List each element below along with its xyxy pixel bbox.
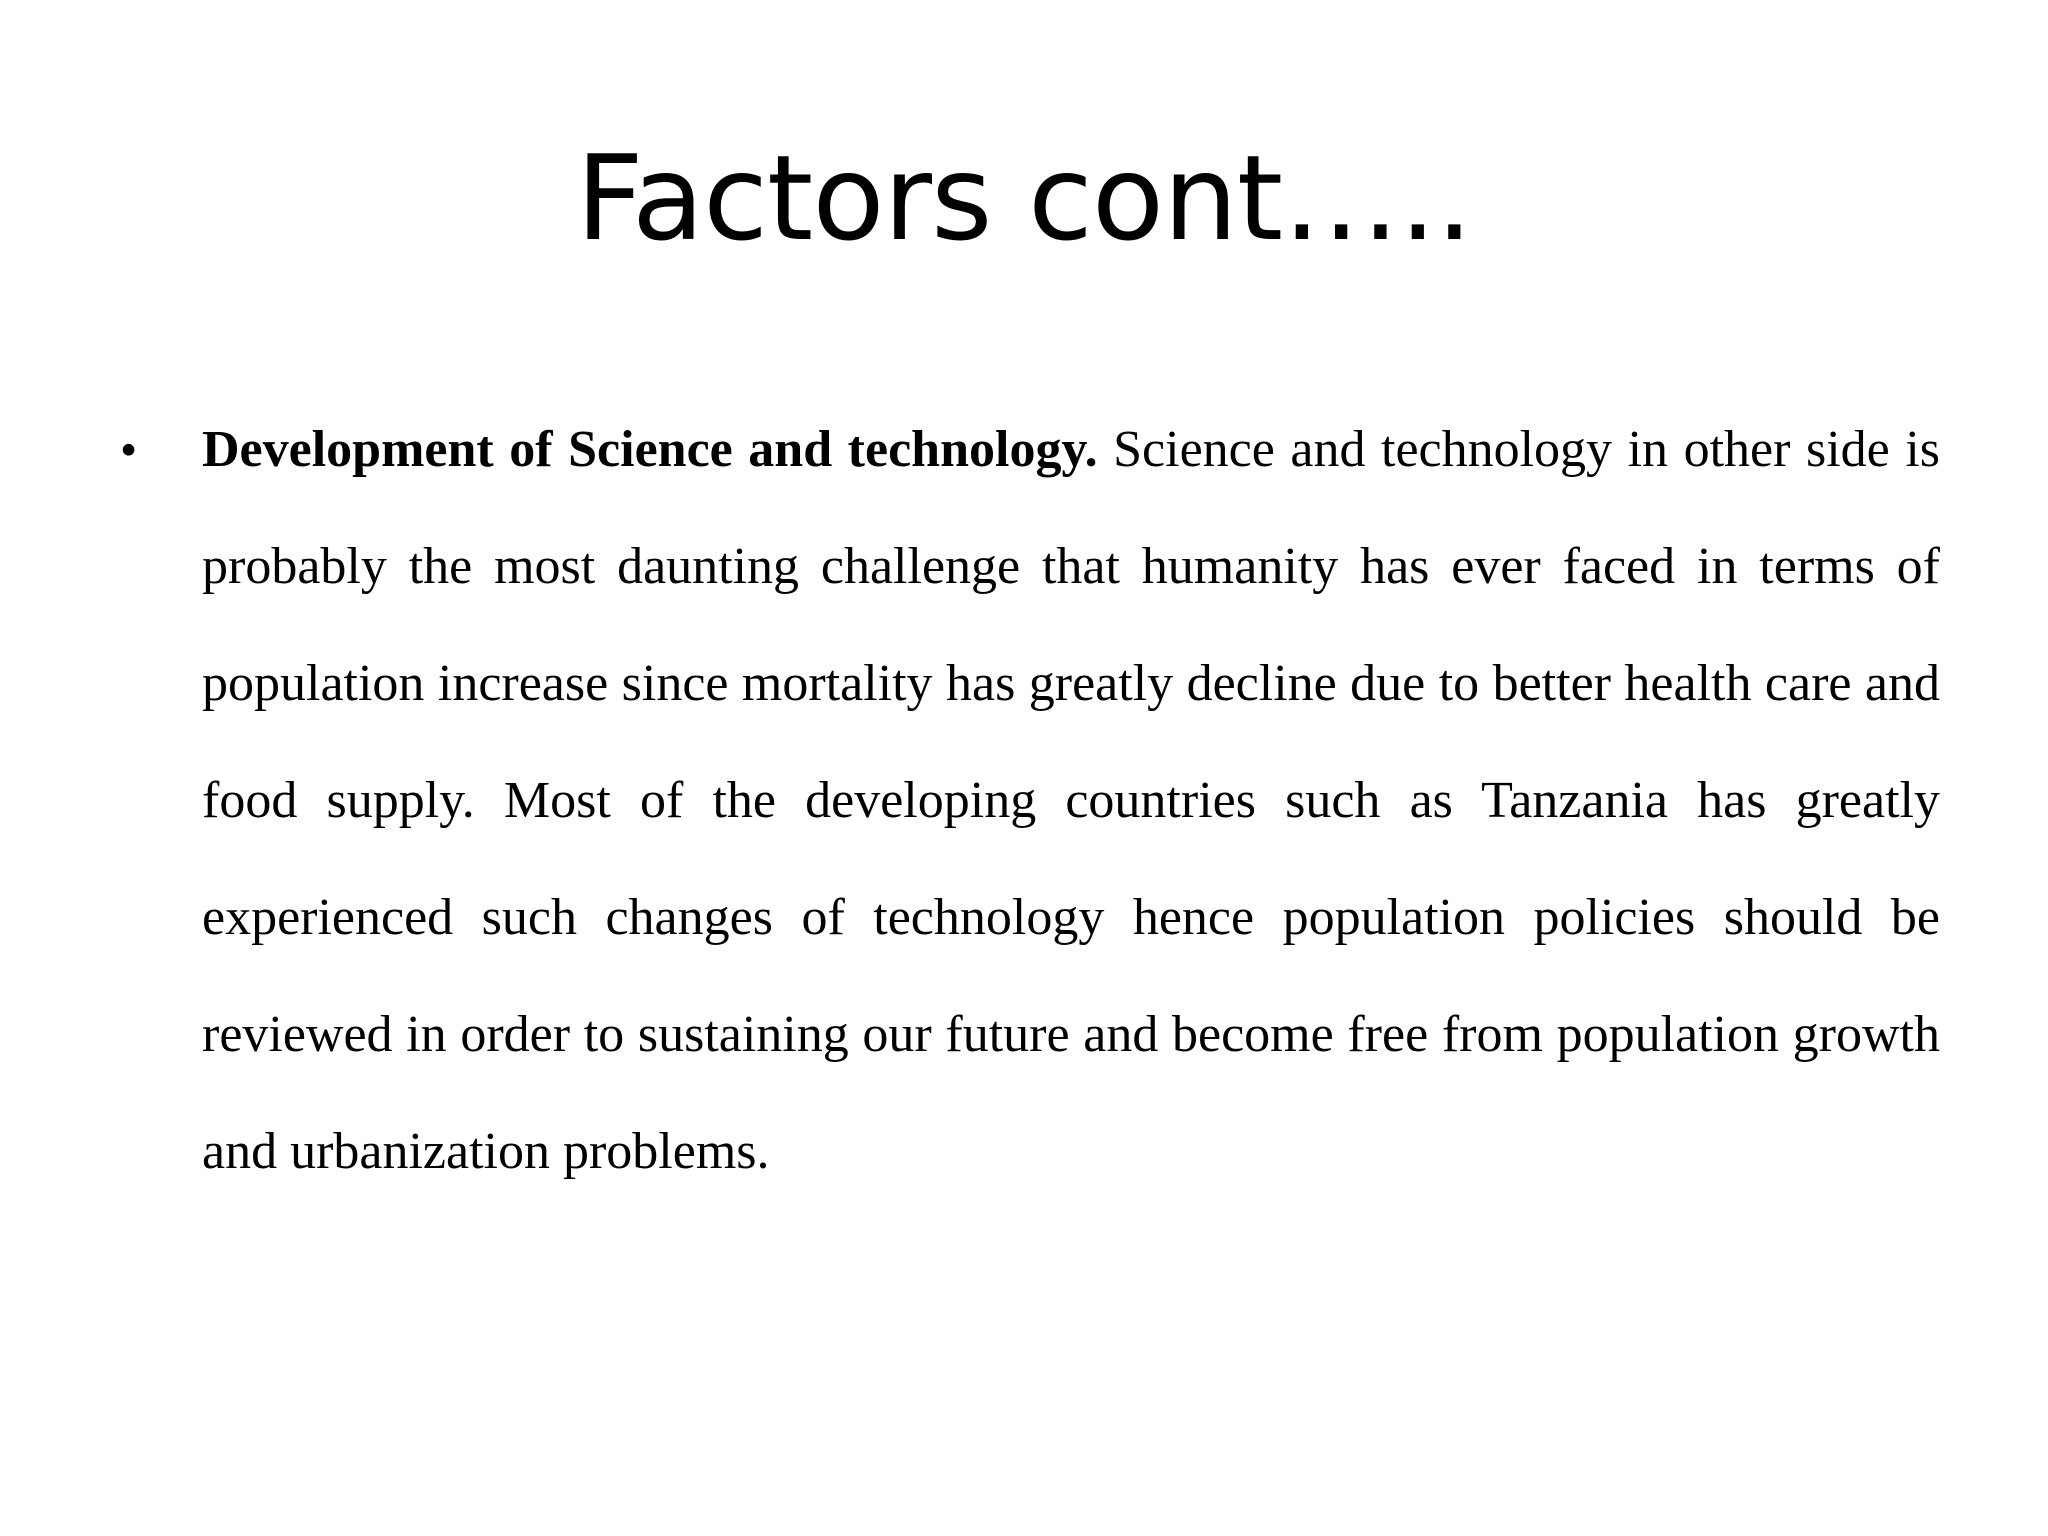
bullet-heading: Development of Science and technology. <box>202 421 1098 478</box>
bullet-dot-icon: • <box>120 422 138 477</box>
bullet-text <box>202 391 1940 1210</box>
bullet-item <box>120 391 1940 1210</box>
bullet-list <box>120 391 1940 1210</box>
slide-title: Factors cont….. <box>575 129 1473 267</box>
bullet-body: Science and technology in other side is probably the most daunting challenge that humanity has ever faced in terms of population increase since mortality has greatly decline due to better health care and food supply. Most of the developing countries such as Tanzania has greatly experienced such changes of technology hence population policies should be reviewed in order to sustaining our future and become free from population growth and urbanization problems. <box>202 421 1940 1180</box>
